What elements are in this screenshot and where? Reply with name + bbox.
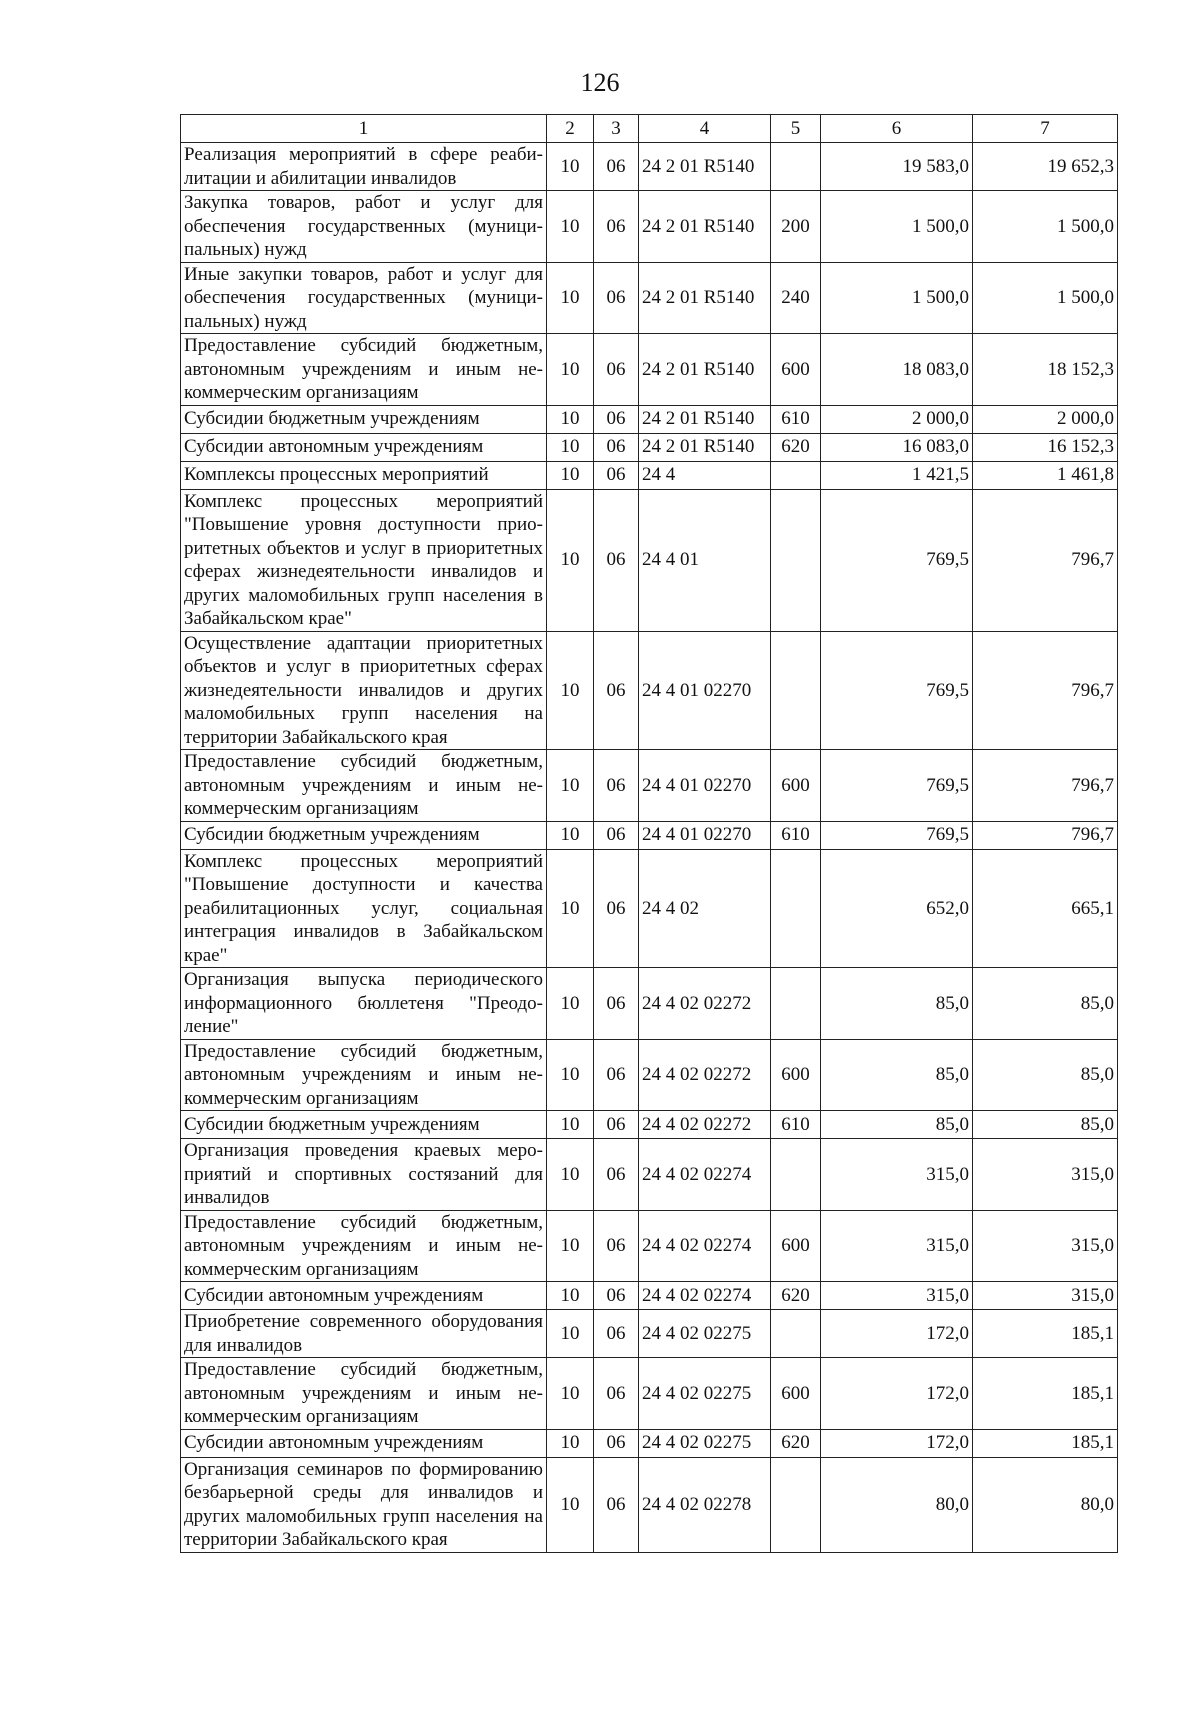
- row-section: 10: [547, 849, 594, 968]
- row-expense-type: [771, 849, 821, 968]
- row-expense-type: 240: [771, 262, 821, 334]
- row-expense-type: 610: [771, 405, 821, 433]
- table-row: [181, 405, 1118, 433]
- table-row: [181, 433, 1118, 461]
- row-amount-2: 315,0: [973, 1139, 1118, 1211]
- row-expense-type: 610: [771, 821, 821, 849]
- row-name: Субсидии автономным учреждениям: [181, 1282, 547, 1310]
- row-section: 10: [547, 191, 594, 263]
- row-target-code: 24 4 02 02275: [639, 1310, 771, 1358]
- row-target-code: 24 4 02 02275: [639, 1358, 771, 1430]
- row-amount-2: 796,7: [973, 489, 1118, 631]
- header-col-2: 2: [547, 115, 594, 143]
- row-target-code: 24 4 02 02274: [639, 1210, 771, 1282]
- row-subsection: 06: [594, 1429, 639, 1457]
- page-number: 126: [580, 68, 620, 97]
- row-name: Предоставление субсидий бюджетным, автономным учреждениям и иным некоммерческим организациям: [181, 1039, 547, 1111]
- row-expense-type: 200: [771, 191, 821, 263]
- row-expense-type: 610: [771, 1111, 821, 1139]
- row-name: Предоставление субсидий бюджетным, автономным учреждениям и иным некоммерческим организациям: [181, 750, 547, 822]
- row-section: 10: [547, 1210, 594, 1282]
- header-col-4: 4: [639, 115, 771, 143]
- row-section: 10: [547, 334, 594, 406]
- row-expense-type: 600: [771, 334, 821, 406]
- row-section: 10: [547, 821, 594, 849]
- row-name: Комплекс процессных мероприятий "Повышение доступности и качества реабилитационных услуг, социальная интеграция инвалидов в Забайкальском крае": [181, 849, 547, 968]
- row-expense-type: [771, 968, 821, 1040]
- row-expense-type: [771, 143, 821, 191]
- row-subsection: 06: [594, 968, 639, 1040]
- row-amount-1: 2 000,0: [821, 405, 973, 433]
- row-name: Организация проведения краевых мероприятий и спортивных состязаний для инвалидов: [181, 1139, 547, 1211]
- row-section: 10: [547, 262, 594, 334]
- row-expense-type: [771, 1310, 821, 1358]
- row-amount-2: 1 500,0: [973, 262, 1118, 334]
- row-amount-1: 1 500,0: [821, 191, 973, 263]
- row-name: Приобретение современного оборудования для инвалидов: [181, 1310, 547, 1358]
- row-amount-2: 18 152,3: [973, 334, 1118, 406]
- row-amount-2: 315,0: [973, 1210, 1118, 1282]
- row-target-code: 24 4 02 02274: [639, 1282, 771, 1310]
- row-subsection: 06: [594, 489, 639, 631]
- row-amount-1: 1 421,5: [821, 461, 973, 489]
- row-amount-2: 185,1: [973, 1310, 1118, 1358]
- table-row: [181, 1310, 1118, 1358]
- table-row: [181, 968, 1118, 1040]
- row-section: 10: [547, 1358, 594, 1430]
- row-name: Комплекс процессных мероприятий "Повышение уровня доступности приоритетных объектов и услуг в приоритетных сферах жизнедеятельности инвалидов и других маломобильных групп населения в Забайкальском крае": [181, 489, 547, 631]
- table-row: [181, 334, 1118, 406]
- row-target-code: 24 4 02 02272: [639, 1111, 771, 1139]
- row-expense-type: 620: [771, 1282, 821, 1310]
- row-subsection: 06: [594, 405, 639, 433]
- row-subsection: 06: [594, 262, 639, 334]
- row-amount-1: 172,0: [821, 1310, 973, 1358]
- row-section: 10: [547, 1111, 594, 1139]
- row-name: Организация выпуска периодического информационного бюллетеня "Преодоление": [181, 968, 547, 1040]
- row-expense-type: [771, 1139, 821, 1211]
- row-target-code: 24 2 01 R5140: [639, 143, 771, 191]
- row-expense-type: [771, 489, 821, 631]
- row-section: 10: [547, 405, 594, 433]
- row-amount-1: 769,5: [821, 631, 973, 750]
- row-amount-1: 172,0: [821, 1358, 973, 1430]
- row-amount-2: 85,0: [973, 1111, 1118, 1139]
- row-name: Предоставление субсидий бюджетным, автономным учреждениям и иным некоммерческим организациям: [181, 1210, 547, 1282]
- row-name: Субсидии бюджетным учреждениям: [181, 405, 547, 433]
- row-amount-1: 769,5: [821, 489, 973, 631]
- row-amount-2: 665,1: [973, 849, 1118, 968]
- row-amount-1: 1 500,0: [821, 262, 973, 334]
- row-target-code: 24 2 01 R5140: [639, 191, 771, 263]
- row-subsection: 06: [594, 750, 639, 822]
- row-amount-2: 796,7: [973, 631, 1118, 750]
- row-subsection: 06: [594, 1457, 639, 1552]
- row-amount-1: 315,0: [821, 1210, 973, 1282]
- row-amount-2: 185,1: [973, 1358, 1118, 1430]
- row-expense-type: 600: [771, 1039, 821, 1111]
- row-amount-2: 16 152,3: [973, 433, 1118, 461]
- row-amount-2: 1 461,8: [973, 461, 1118, 489]
- row-section: 10: [547, 1310, 594, 1358]
- row-name: Субсидии автономным учреждениям: [181, 1429, 547, 1457]
- row-expense-type: 600: [771, 750, 821, 822]
- row-expense-type: [771, 631, 821, 750]
- row-subsection: 06: [594, 631, 639, 750]
- table-row: [181, 1358, 1118, 1430]
- row-expense-type: 600: [771, 1358, 821, 1430]
- row-expense-type: [771, 1457, 821, 1552]
- row-target-code: 24 4 02 02272: [639, 1039, 771, 1111]
- row-name: Организация семинаров по формированию безбарьерной среды для инвалидов и других маломобильных групп населения на территории Забайкальского края: [181, 1457, 547, 1552]
- row-amount-2: 185,1: [973, 1429, 1118, 1457]
- row-amount-2: 796,7: [973, 750, 1118, 822]
- row-expense-type: [771, 461, 821, 489]
- row-name: Осуществление адаптации приоритетных объектов и услуг в приоритетных сферах жизнедеятельности инвалидов и других маломобильных групп населения на территории Забайкальского края: [181, 631, 547, 750]
- row-name: Субсидии бюджетным учреждениям: [181, 1111, 547, 1139]
- table-row: [181, 143, 1118, 191]
- row-subsection: 06: [594, 433, 639, 461]
- row-amount-2: 85,0: [973, 1039, 1118, 1111]
- row-amount-2: 315,0: [973, 1282, 1118, 1310]
- row-amount-1: 315,0: [821, 1282, 973, 1310]
- row-subsection: 06: [594, 191, 639, 263]
- row-section: 10: [547, 1039, 594, 1111]
- row-amount-1: 85,0: [821, 1039, 973, 1111]
- row-target-code: 24 2 01 R5140: [639, 262, 771, 334]
- row-target-code: 24 2 01 R5140: [639, 433, 771, 461]
- row-subsection: 06: [594, 1310, 639, 1358]
- row-name: Предоставление субсидий бюджетным, автономным учреждениям и иным некоммерческим организациям: [181, 334, 547, 406]
- row-target-code: 24 4 01 02270: [639, 631, 771, 750]
- row-subsection: 06: [594, 334, 639, 406]
- row-target-code: 24 4 02 02272: [639, 968, 771, 1040]
- row-target-code: 24 4 01: [639, 489, 771, 631]
- row-subsection: 06: [594, 1358, 639, 1430]
- row-expense-type: 620: [771, 433, 821, 461]
- row-target-code: 24 4 02 02274: [639, 1139, 771, 1211]
- row-amount-1: 315,0: [821, 1139, 973, 1211]
- header-col-1: 1: [181, 115, 547, 143]
- row-target-code: 24 2 01 R5140: [639, 405, 771, 433]
- row-amount-2: 1 500,0: [973, 191, 1118, 263]
- row-subsection: 06: [594, 1111, 639, 1139]
- row-section: 10: [547, 1457, 594, 1552]
- row-name: Закупка товаров, работ и услуг для обеспечения государственных (муниципальных) нужд: [181, 191, 547, 263]
- row-amount-2: 2 000,0: [973, 405, 1118, 433]
- row-name: Предоставление субсидий бюджетным, автономным учреждениям и иным некоммерческим организациям: [181, 1358, 547, 1430]
- row-amount-1: 80,0: [821, 1457, 973, 1552]
- row-subsection: 06: [594, 821, 639, 849]
- row-target-code: 24 4 01 02270: [639, 821, 771, 849]
- table-row: [181, 750, 1118, 822]
- row-amount-1: 85,0: [821, 968, 973, 1040]
- row-target-code: 24 4 02 02278: [639, 1457, 771, 1552]
- row-amount-1: 85,0: [821, 1111, 973, 1139]
- table-row: [181, 1111, 1118, 1139]
- row-amount-1: 172,0: [821, 1429, 973, 1457]
- table-row: [181, 1210, 1118, 1282]
- row-amount-1: 18 083,0: [821, 334, 973, 406]
- row-name: Комплексы процессных мероприятий: [181, 461, 547, 489]
- row-name: Субсидии бюджетным учреждениям: [181, 821, 547, 849]
- row-subsection: 06: [594, 143, 639, 191]
- row-amount-2: 19 652,3: [973, 143, 1118, 191]
- row-section: 10: [547, 489, 594, 631]
- row-expense-type: 620: [771, 1429, 821, 1457]
- row-amount-1: 652,0: [821, 849, 973, 968]
- row-section: 10: [547, 461, 594, 489]
- budget-table: [180, 114, 1118, 1553]
- row-section: 10: [547, 1429, 594, 1457]
- row-section: 10: [547, 631, 594, 750]
- table-row: [181, 489, 1118, 631]
- row-name: Субсидии автономным учреждениям: [181, 433, 547, 461]
- row-amount-1: 19 583,0: [821, 143, 973, 191]
- row-amount-1: 769,5: [821, 750, 973, 822]
- row-target-code: 24 2 01 R5140: [639, 334, 771, 406]
- row-section: 10: [547, 143, 594, 191]
- row-section: 10: [547, 433, 594, 461]
- row-section: 10: [547, 750, 594, 822]
- table-row: [181, 191, 1118, 263]
- header-col-5: 5: [771, 115, 821, 143]
- row-amount-2: 85,0: [973, 968, 1118, 1040]
- row-subsection: 06: [594, 1282, 639, 1310]
- row-expense-type: 600: [771, 1210, 821, 1282]
- row-subsection: 06: [594, 461, 639, 489]
- table-row: [181, 262, 1118, 334]
- row-amount-2: 80,0: [973, 1457, 1118, 1552]
- table-row: [181, 1139, 1118, 1211]
- header-col-6: 6: [821, 115, 973, 143]
- row-subsection: 06: [594, 1039, 639, 1111]
- table-row: [181, 1282, 1118, 1310]
- row-section: 10: [547, 1282, 594, 1310]
- row-subsection: 06: [594, 1139, 639, 1211]
- header-row: [181, 115, 1118, 143]
- header-col-3: 3: [594, 115, 639, 143]
- table-row: [181, 821, 1118, 849]
- row-section: 10: [547, 968, 594, 1040]
- table-row: [181, 849, 1118, 968]
- header-col-7: 7: [973, 115, 1118, 143]
- table-row: [181, 631, 1118, 750]
- table-row: [181, 1429, 1118, 1457]
- row-amount-1: 16 083,0: [821, 433, 973, 461]
- row-name: Реализация мероприятий в сфере реабилитации и абилитации инвалидов: [181, 143, 547, 191]
- row-subsection: 06: [594, 849, 639, 968]
- row-target-code: 24 4 02: [639, 849, 771, 968]
- row-target-code: 24 4: [639, 461, 771, 489]
- table-row: [181, 1039, 1118, 1111]
- row-section: 10: [547, 1139, 594, 1211]
- table-row: [181, 1457, 1118, 1552]
- row-amount-1: 769,5: [821, 821, 973, 849]
- row-target-code: 24 4 02 02275: [639, 1429, 771, 1457]
- row-amount-2: 796,7: [973, 821, 1118, 849]
- row-subsection: 06: [594, 1210, 639, 1282]
- row-name: Иные закупки товаров, работ и услуг для обеспечения государственных (муниципальных) нужд: [181, 262, 547, 334]
- row-target-code: 24 4 01 02270: [639, 750, 771, 822]
- table-row: [181, 461, 1118, 489]
